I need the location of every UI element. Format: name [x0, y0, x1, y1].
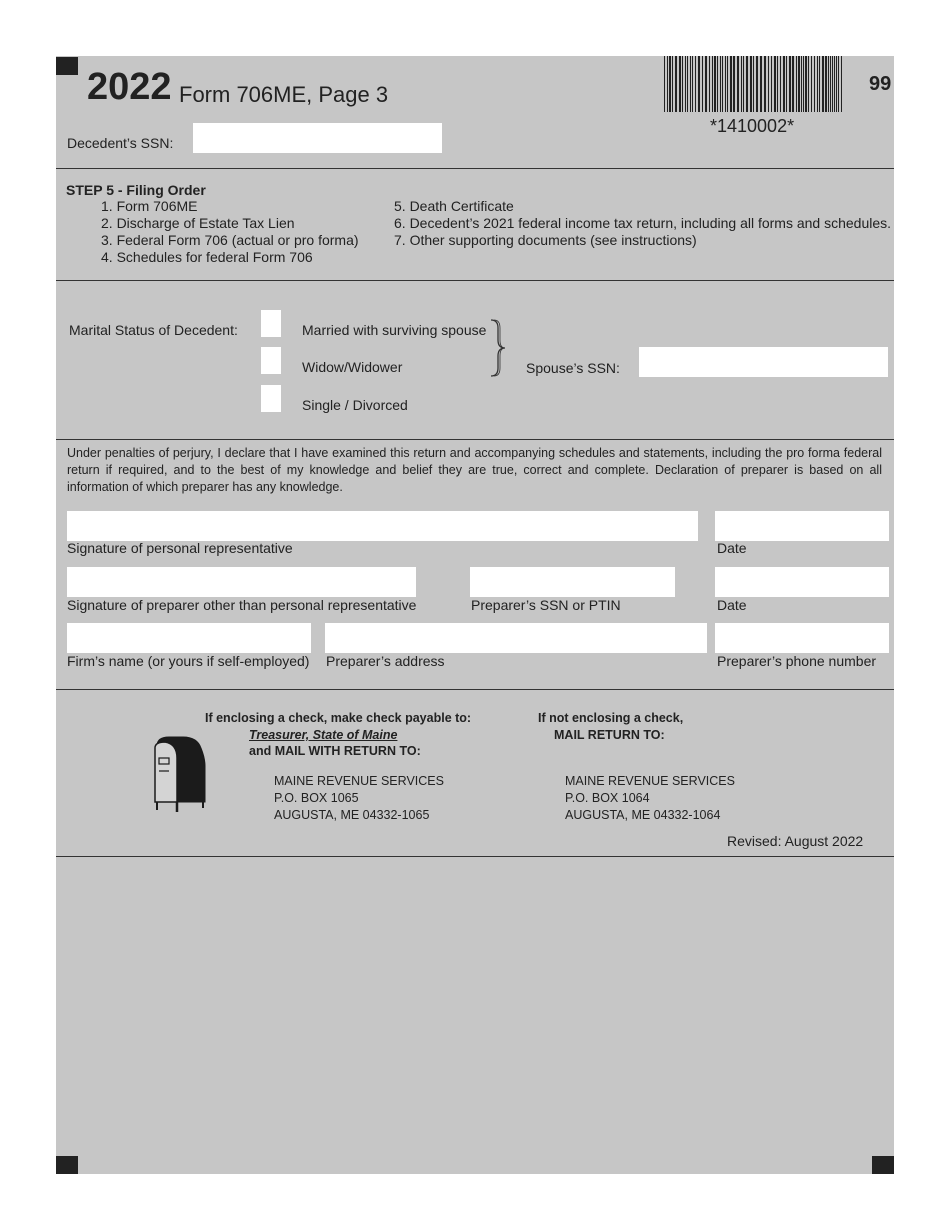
no-check-heading: If not enclosing a check,	[538, 711, 684, 725]
personal-rep-signature-field[interactable]	[67, 511, 698, 541]
barcode-bar	[768, 56, 769, 112]
preparer-ssn-field[interactable]	[470, 567, 675, 597]
married-option-label: Married with surviving spouse	[302, 322, 487, 338]
barcode-bar	[737, 56, 739, 112]
barcode-bar	[685, 56, 686, 112]
personal-rep-signature-label: Signature of personal representative	[67, 540, 293, 556]
married-checkbox[interactable]	[261, 310, 281, 337]
spouse-ssn-input[interactable]	[639, 347, 888, 377]
corner-mark-bottom-left	[56, 1156, 78, 1174]
filing-item: 4. Schedules for federal Form 706	[101, 249, 313, 265]
firm-name-field[interactable]	[67, 623, 311, 653]
mail-with-return: and MAIL WITH RETURN TO:	[249, 744, 421, 758]
barcode-bar	[771, 56, 772, 112]
barcode-bar	[712, 56, 713, 112]
address-line: P.O. BOX 1065	[274, 791, 359, 805]
barcode-bar	[760, 56, 762, 112]
barcode-bar	[756, 56, 758, 112]
barcode-bar	[830, 56, 831, 112]
barcode-text: *1410002*	[710, 116, 795, 136]
form-year: 2022	[87, 66, 172, 108]
preparer-phone-field[interactable]	[715, 623, 889, 653]
barcode-bar	[777, 56, 778, 112]
barcode-bar	[741, 56, 742, 112]
marital-status-label: Marital Status of Decedent:	[69, 322, 238, 338]
barcode-bar	[814, 56, 815, 112]
barcode-bar	[786, 56, 787, 112]
barcode-bar	[834, 56, 835, 112]
barcode-icon	[662, 56, 846, 112]
barcode-bar	[669, 56, 671, 112]
address-line: MAINE REVENUE SERVICES	[565, 774, 735, 788]
barcode-bar	[730, 56, 732, 112]
address-line: P.O. BOX 1064	[565, 791, 650, 805]
date-label: Date	[717, 540, 747, 556]
filing-item: 3. Federal Form 706 (actual or pro forma)	[101, 232, 359, 248]
divider	[56, 168, 894, 169]
barcode-bar	[817, 56, 818, 112]
barcode-bar	[789, 56, 791, 112]
barcode-bar	[783, 56, 785, 112]
barcode-bar	[803, 56, 804, 112]
preparer-signature-field[interactable]	[67, 567, 416, 597]
divider	[56, 439, 894, 440]
address-line: MAINE REVENUE SERVICES	[274, 774, 444, 788]
filing-item: 5. Death Certificate	[394, 198, 514, 214]
barcode-bar	[796, 56, 797, 112]
barcode-bar	[720, 56, 721, 112]
declaration-text: Under penalties of perjury, I declare that I have examined this return and accompanying schedules and statements, including the pro forma federal return if required, and to the best of my knowledge and belief they are true, correct and complete. Declaration of preparer is based on all information of which preparer has any knowledge.	[67, 446, 882, 494]
widow-option-label: Widow/Widower	[302, 359, 403, 375]
brace-icon	[488, 318, 508, 378]
filing-item: 6. Decedent’s 2021 federal income tax return, including all forms and schedules.	[394, 215, 892, 231]
corner-mark-top-left	[56, 57, 78, 75]
check-heading: If enclosing a check, make check payable to:	[205, 711, 472, 725]
barcode-bar	[725, 56, 726, 112]
barcode-bar	[764, 56, 766, 112]
barcode-bar	[838, 56, 839, 112]
divider	[56, 856, 894, 857]
mail-return-to: MAIL RETURN TO:	[554, 728, 665, 742]
barcode-bar	[702, 56, 703, 112]
filing-item: 1. Form 706ME	[101, 198, 198, 214]
decedent-ssn-input[interactable]	[193, 123, 442, 153]
divider	[56, 280, 894, 281]
barcode-bar	[832, 56, 833, 112]
firm-name-label: Firm’s name (or yours if self-employed)	[67, 653, 310, 669]
preparer-address-field[interactable]	[325, 623, 707, 653]
single-checkbox[interactable]	[261, 385, 281, 412]
preparer-address-label: Preparer’s address	[326, 653, 445, 669]
filing-item: 2. Discharge of Estate Tax Lien	[101, 215, 295, 231]
widow-checkbox[interactable]	[261, 347, 281, 374]
barcode-bar	[819, 56, 820, 112]
barcode-bar	[709, 56, 710, 112]
barcode-bar	[822, 56, 824, 112]
barcode-bar	[717, 56, 718, 112]
barcode-bar	[746, 56, 748, 112]
decedent-ssn-label: Decedent’s SSN:	[67, 135, 174, 151]
barcode-bar	[667, 56, 668, 112]
barcode-bar	[727, 56, 728, 112]
revised-date: Revised: August 2022	[727, 833, 864, 849]
single-option-label: Single / Divorced	[302, 397, 408, 413]
form-title: Form 706ME, Page 3	[179, 82, 389, 107]
filing-order-title: STEP 5 - Filing Order	[66, 182, 206, 198]
barcode-bar	[780, 56, 781, 112]
date-label: Date	[717, 597, 747, 613]
preparer-phone-label: Preparer’s phone number	[717, 653, 877, 669]
barcode-bar	[695, 56, 696, 112]
barcode-bar	[811, 56, 812, 112]
barcode-bar	[828, 56, 829, 112]
payee: Treasurer, State of Maine	[249, 728, 398, 742]
barcode-bar	[675, 56, 677, 112]
barcode-bar	[733, 56, 735, 112]
barcode-bar	[808, 56, 809, 112]
barcode-bar	[805, 56, 807, 112]
barcode-bar	[753, 56, 754, 112]
barcode-bar	[687, 56, 688, 112]
preparer-ssn-label: Preparer’s SSN or PTIN	[471, 597, 621, 613]
mailbox-icon	[153, 736, 207, 812]
barcode-bar	[792, 56, 794, 112]
barcode-bar	[722, 56, 723, 112]
barcode-bar	[682, 56, 683, 112]
corner-mark-bottom-right	[872, 1156, 894, 1174]
barcode-bar	[743, 56, 744, 112]
barcode-bar	[774, 56, 776, 112]
barcode-bar	[672, 56, 673, 112]
barcode-bar	[679, 56, 681, 112]
barcode-bar	[664, 56, 665, 112]
barcode-bar	[692, 56, 693, 112]
preparer-date-field[interactable]	[715, 567, 889, 597]
personal-rep-date-field[interactable]	[715, 511, 889, 541]
barcode-bar	[825, 56, 827, 112]
barcode-bar	[750, 56, 752, 112]
barcode-bar	[705, 56, 707, 112]
barcode-bar	[698, 56, 700, 112]
address-line: AUGUSTA, ME 04332-1065	[274, 808, 430, 822]
spouse-ssn-label: Spouse’s SSN:	[526, 360, 620, 376]
barcode-bar	[714, 56, 716, 112]
barcode-bar	[836, 56, 837, 112]
barcode-bar	[690, 56, 691, 112]
address-line: AUGUSTA, ME 04332-1064	[565, 808, 721, 822]
barcode-bar	[798, 56, 800, 112]
barcode-bar	[801, 56, 802, 112]
preparer-signature-label: Signature of preparer other than personal representative	[67, 597, 417, 613]
barcode-bar	[841, 56, 842, 112]
filing-item: 7. Other supporting documents (see instructions)	[394, 232, 697, 248]
divider	[56, 689, 894, 690]
page-code: 99	[869, 73, 892, 95]
